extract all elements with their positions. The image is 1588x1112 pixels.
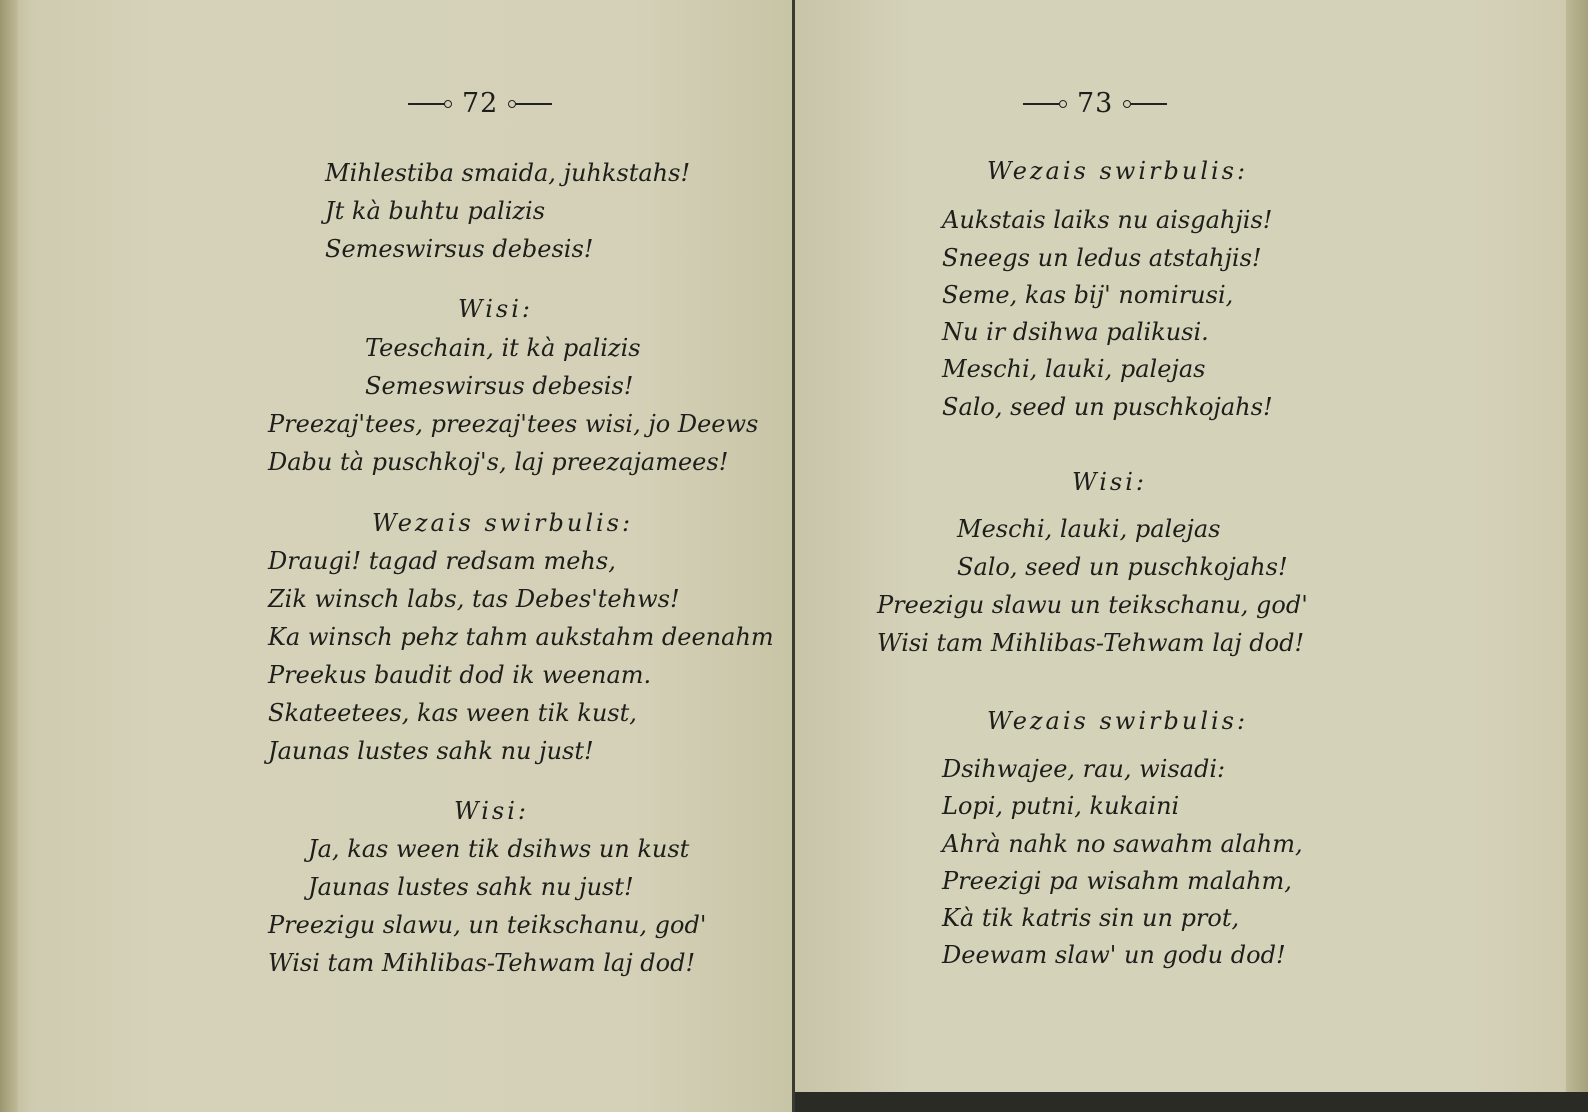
verse-line: Meschi, lauki, palejas (957, 515, 1221, 543)
verse-line: Preekus baudit dod ik weenam. (268, 661, 652, 689)
page-number: 73 (1077, 88, 1114, 119)
verse-line: Preezigi pa wisahm malahm, (942, 867, 1292, 895)
verse-line: Preezaj'tees, preezaj'tees wisi, jo Deews (268, 410, 759, 438)
verse-line: Salo, seed un puschkojahs! (942, 393, 1273, 421)
verse-line: Lopi, putni, kukaini (942, 792, 1180, 820)
verse-line: Semeswirsus debesis! (365, 372, 634, 400)
verse-line: Dsihwajee, rau, wisadi: (942, 755, 1226, 783)
verse-line: Ka winsch pehz tahm aukstahm deenahm (268, 623, 774, 651)
speaker-heading: Wisi: (458, 295, 533, 323)
verse-line: Kà tik katris sin un prot, (942, 904, 1240, 932)
verse-line: Dabu tà puschkoj's, laj preezajamees! (268, 448, 729, 476)
speaker-heading: Wisi: (454, 797, 529, 825)
speaker-heading: Wezais swirbulis: (987, 157, 1249, 185)
verse-line: Jt kà buhtu palizis (325, 197, 546, 225)
verse-line: Meschi, lauki, palejas (942, 355, 1206, 383)
verse-line: Skateetees, kas ween tik kust, (268, 699, 637, 727)
verse-line: Preezigu slawu, un teikschanu, god' (268, 911, 707, 939)
right-page (795, 0, 1588, 1112)
verse-line: Seme, kas bij' nomirusi, (942, 281, 1234, 309)
verse-line: Ja, kas ween tik dsihws un kust (308, 835, 690, 863)
verse-line: Jaunas lustes sahk nu just! (268, 737, 594, 765)
page-number-header (1023, 88, 1167, 119)
verse-line: Aukstais laiks nu aisgahjis! (942, 206, 1273, 234)
ornament-dash (408, 103, 448, 105)
speaker-heading: Wisi: (1072, 468, 1147, 496)
verse-line: Teeschain, it kà palizis (365, 334, 641, 362)
scan-border (795, 1092, 1588, 1112)
ornament-dash (512, 103, 552, 105)
ornament-dash (1023, 103, 1063, 105)
speaker-heading: Wezais swirbulis: (372, 509, 634, 537)
verse-line: Mihlestiba smaida, juhkstahs! (325, 159, 691, 187)
verse-line: Wisi tam Mihlibas-Tehwam laj dod! (877, 629, 1305, 657)
verse-line: Preezigu slawu un teikschanu, god' (877, 591, 1308, 619)
page-edge (0, 0, 18, 1112)
verse-line: Deewam slaw' un godu dod! (942, 941, 1286, 969)
verse-line: Semeswirsus debesis! (325, 235, 594, 263)
verse-line: Jaunas lustes sahk nu just! (308, 873, 634, 901)
page-number: 72 (462, 88, 499, 119)
verse-line: Draugi! tagad redsam mehs, (268, 547, 616, 575)
speaker-heading: Wezais swirbulis: (987, 707, 1249, 735)
page-number-header (408, 88, 552, 119)
ornament-dash (1127, 103, 1167, 105)
verse-line: Nu ir dsihwa palikusi. (942, 318, 1209, 346)
verse-line: Sneegs un ledus atstahjis! (942, 244, 1262, 272)
verse-line: Wisi tam Mihlibas-Tehwam laj dod! (268, 949, 696, 977)
verse-line: Salo, seed un puschkojahs! (957, 553, 1288, 581)
verse-line: Zik winsch labs, tas Debes'tehws! (268, 585, 680, 613)
verse-line: Ahrà nahk no sawahm alahm, (942, 830, 1303, 858)
page-edge (1566, 0, 1588, 1112)
